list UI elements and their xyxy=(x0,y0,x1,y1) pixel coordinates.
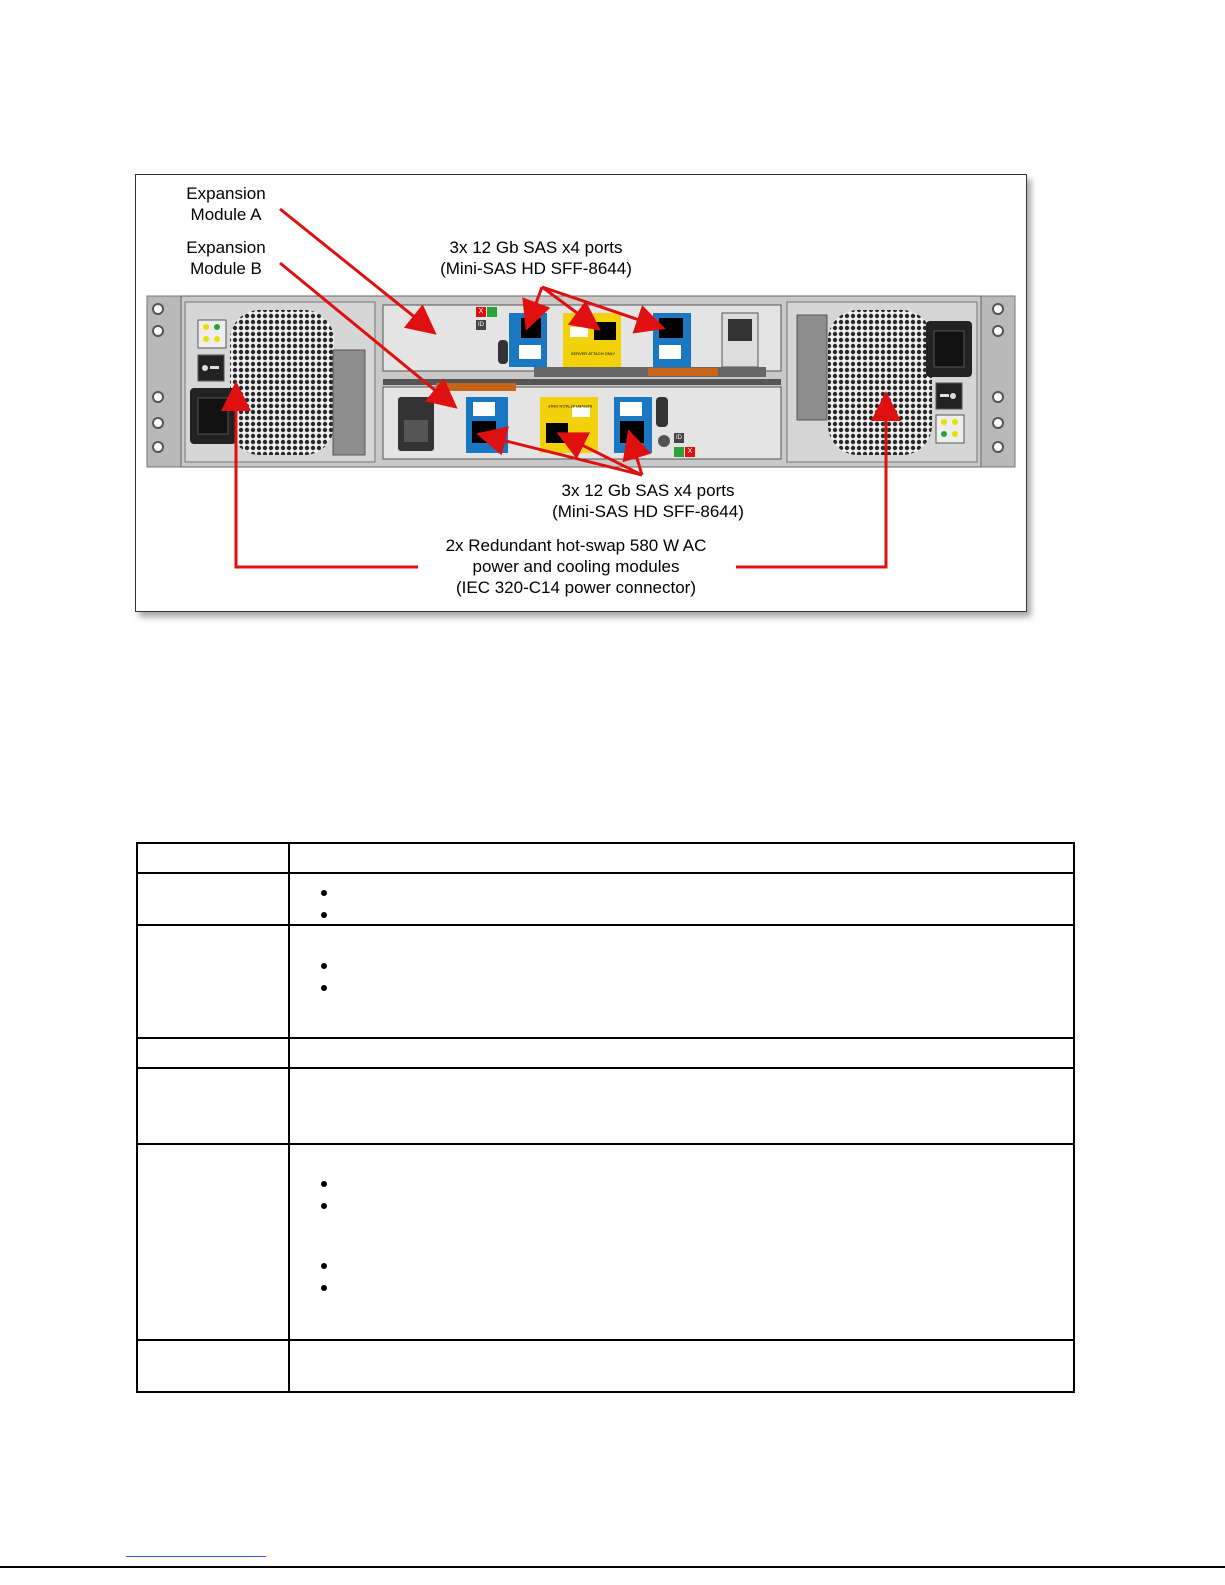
table-cell-value xyxy=(289,873,1074,925)
table-cell-label xyxy=(137,1038,289,1068)
fault-badge-module-b: X xyxy=(687,448,693,455)
figure-frame xyxy=(135,174,1027,612)
callout-power-line3: (IEC 320-C14 power connector) xyxy=(455,578,696,597)
id-badge-module-a: ID xyxy=(478,322,484,328)
table-row xyxy=(137,1144,1074,1340)
page-bottom-rule xyxy=(0,1566,1225,1568)
callout-module-a-line1: Expansion xyxy=(186,184,266,203)
right-rack-ear xyxy=(977,296,1015,467)
table-row xyxy=(137,1068,1074,1144)
expansion-module-b xyxy=(383,383,781,459)
table-cell-value xyxy=(289,1144,1074,1340)
power-cooling-module-left xyxy=(185,302,375,462)
callout-power-line1: 2x Redundant hot-swap 580 W AC xyxy=(445,536,707,555)
callout-bottom-ports xyxy=(528,480,768,522)
sticker-module-b: SERVER ATTACH ONLY xyxy=(547,404,593,409)
power-cooling-module-right xyxy=(787,302,977,462)
table-row xyxy=(137,843,1074,873)
callout-power-line2: power and cooling modules xyxy=(472,557,680,576)
table-cell-value xyxy=(289,843,1074,873)
callout-module-a-line2: Module A xyxy=(190,205,262,224)
table-cell-label xyxy=(137,843,289,873)
list-item xyxy=(336,975,1073,997)
list-item xyxy=(336,880,1073,902)
callout-top-ports xyxy=(416,237,656,279)
table-cell-label xyxy=(137,1340,289,1392)
list-item xyxy=(336,902,1073,924)
left-rack-ear xyxy=(147,296,185,467)
footer-link-underline[interactable] xyxy=(126,1556,266,1557)
bullet-list xyxy=(290,953,1073,997)
callout-module-b xyxy=(176,237,276,279)
callout-bottom-ports-line1: 3x 12 Gb SAS x4 ports xyxy=(561,481,735,500)
table-row xyxy=(137,873,1074,925)
table-row xyxy=(137,1340,1074,1392)
id-badge-module-b: ID xyxy=(676,435,682,441)
specification-table xyxy=(136,842,1075,1393)
table-cell-value xyxy=(289,925,1074,1038)
table-cell-value xyxy=(289,1068,1074,1144)
callout-top-ports-line2: (Mini-SAS HD SFF-8644) xyxy=(440,259,632,278)
sticker-module-a: SERVER ATTACH ONLY xyxy=(570,351,616,356)
fault-badge-module-a: X xyxy=(478,308,484,315)
table-cell-value xyxy=(289,1038,1074,1068)
table-cell-label xyxy=(137,1068,289,1144)
callout-bottom-ports-line2: (Mini-SAS HD SFF-8644) xyxy=(552,502,744,521)
bullet-list xyxy=(290,1253,1073,1297)
table-row xyxy=(137,925,1074,1038)
table-cell-label xyxy=(137,925,289,1038)
list-item xyxy=(336,953,1073,975)
bullet-list xyxy=(290,880,1073,924)
callout-power-modules xyxy=(416,535,736,598)
callout-module-b-line2: Module B xyxy=(190,259,262,278)
callout-top-ports-line1: 3x 12 Gb SAS x4 ports xyxy=(449,238,623,257)
list-item xyxy=(336,1275,1073,1297)
list-item xyxy=(336,1253,1073,1275)
table-row xyxy=(137,1038,1074,1068)
list-item xyxy=(336,1171,1073,1193)
table-cell-value xyxy=(289,1340,1074,1392)
table-cell-label xyxy=(137,873,289,925)
callout-module-a xyxy=(176,183,276,225)
list-item xyxy=(336,1193,1073,1215)
callout-module-b-line1: Expansion xyxy=(186,238,266,257)
bullet-list xyxy=(290,1171,1073,1215)
table-cell-label xyxy=(137,1144,289,1340)
